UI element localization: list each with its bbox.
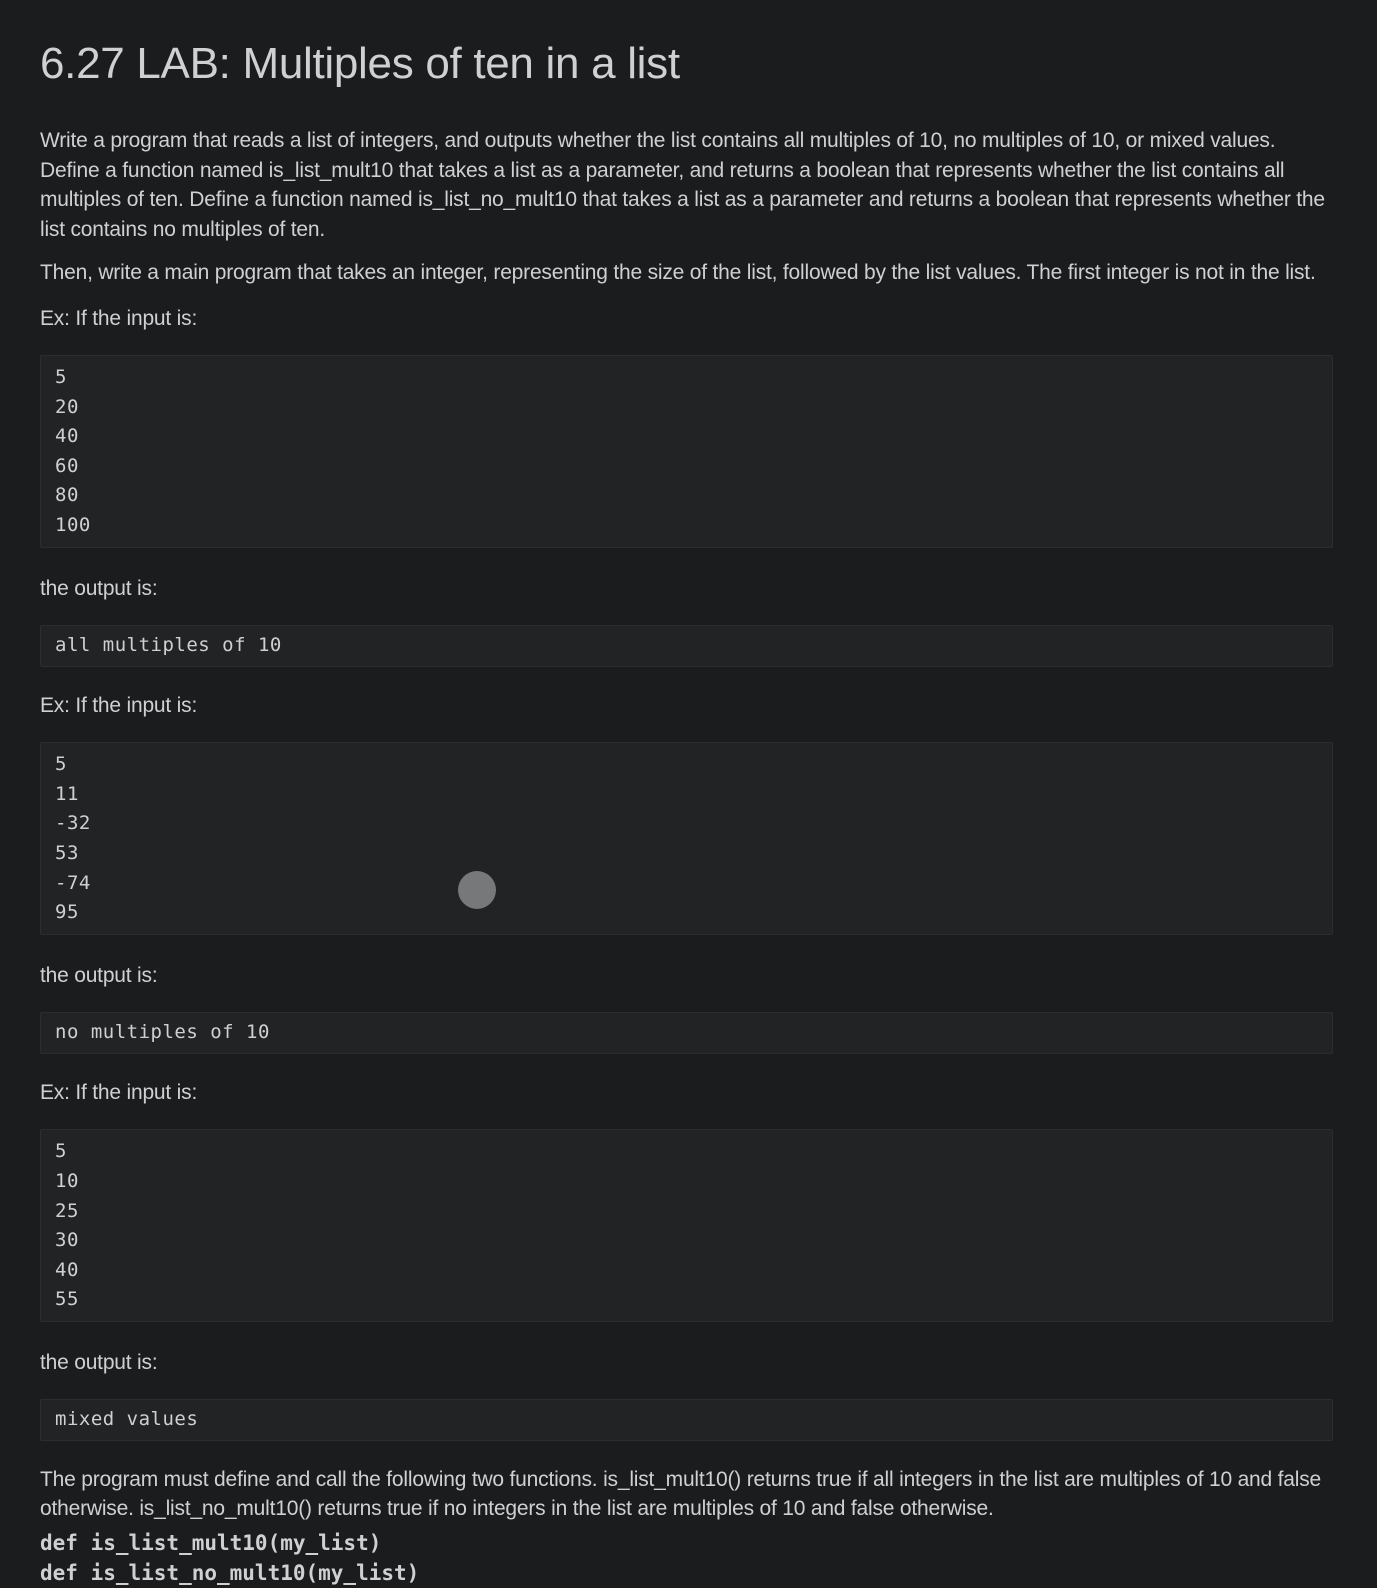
code-line: 95 [55, 901, 79, 924]
example-output-block [40, 1012, 1333, 1054]
code-line: 53 [55, 841, 79, 864]
intro-paragraph: Write a program that reads a list of integers, and outputs whether the list contains all multiples of 10, no multiples of 10, or mixed values. Define a function named is_list_mult10 that takes a list as a parameter, and returns a boolean that represents whether the list contains all multiples of ten. Define a function named is_list_no_mult10 that takes a list as a parameter and returns a boolean that represents whether the list contains no multiples of ten. [40, 129, 1325, 241]
example-input-label: Ex: If the input is: [40, 693, 198, 717]
touch-cursor-indicator [458, 871, 496, 909]
example-output-label: the output is: [40, 1350, 158, 1374]
code-line: no multiples of 10 [55, 1021, 270, 1044]
code-line: 100 [55, 513, 91, 536]
code-line: -74 [55, 871, 91, 894]
instructions-paragraph: Then, write a main program that takes an integer, representing the size of the list, followed by the list values. The first integer is not in the list. [40, 261, 1316, 284]
code-line: 25 [55, 1199, 79, 1222]
example-input-block [40, 1129, 1333, 1322]
example-input-block [40, 355, 1333, 548]
code-line: 5 [55, 366, 67, 388]
example-output-block [40, 1399, 1333, 1441]
code-line: 20 [55, 395, 79, 418]
code-line: 80 [55, 484, 79, 507]
function-signature: def is_list_mult10(my_list) [40, 1530, 382, 1555]
example-input-label: Ex: If the input is: [40, 1080, 198, 1104]
code-line: 11 [55, 782, 79, 805]
code-line: 40 [55, 1258, 79, 1281]
code-line: 5 [55, 753, 67, 776]
example-output-label: the output is: [40, 963, 158, 987]
requirements-paragraph: The program must define and call the following two functions. is_list_mult10() returns true if all integers in the list are multiples of 10 and false otherwise. is_list_no_mult10() returns true if no integers in the list are multiples of 10 and false otherwise. [40, 1467, 1322, 1521]
code-line: 40 [55, 425, 79, 448]
page-title: 6.27 LAB: Multiples of ten in a list [40, 39, 680, 88]
example-input-label: Ex: If the input is: [40, 306, 198, 330]
code-line: 10 [55, 1169, 79, 1192]
code-line: mixed values [55, 1408, 199, 1431]
example-output-block [40, 625, 1333, 667]
code-line: all multiples of 10 [55, 634, 282, 657]
example-output-label: the output is: [40, 576, 158, 600]
code-line: 30 [55, 1229, 79, 1252]
code-line: 5 [55, 1140, 67, 1163]
code-line: 55 [55, 1288, 79, 1311]
code-line: 60 [55, 454, 79, 477]
function-signature: def is_list_no_mult10(my_list) [40, 1560, 420, 1585]
example-input-block [40, 742, 1333, 935]
code-line: -32 [55, 812, 91, 835]
